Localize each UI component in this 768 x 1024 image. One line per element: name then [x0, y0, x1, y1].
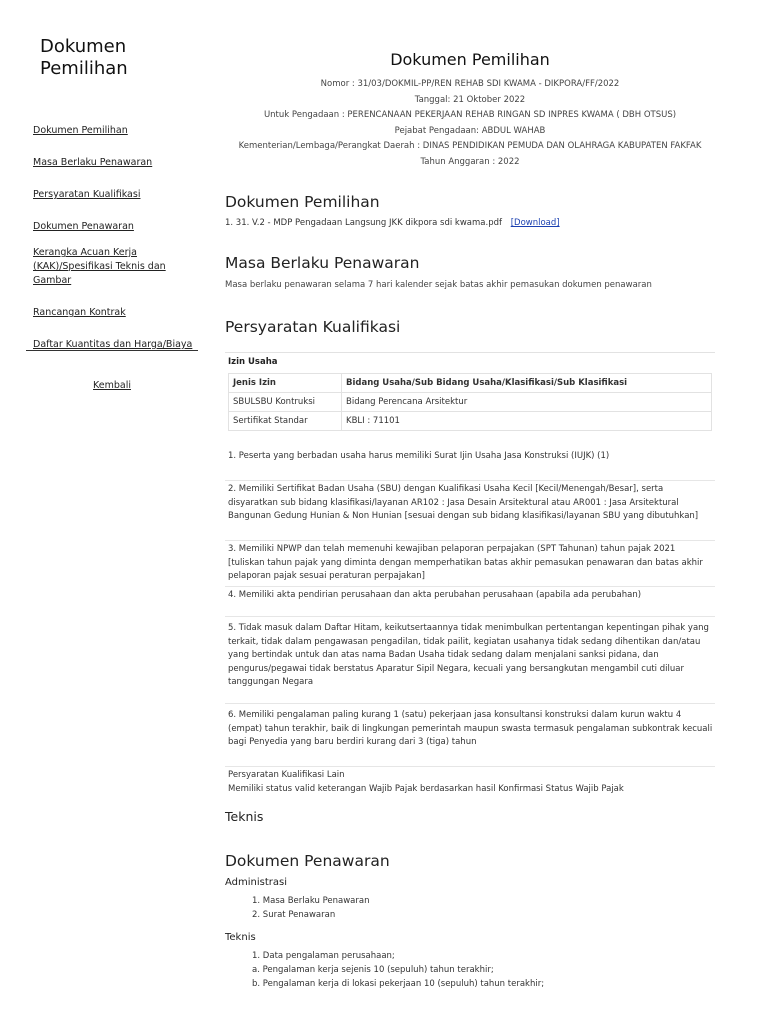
- sidebar-divider: [26, 350, 198, 351]
- list-item: b. Pengalaman kerja di lokasi pekerjaan 10 (sepuluh) tahun terakhir;: [252, 979, 545, 989]
- table-row: [229, 412, 712, 431]
- divider: [225, 480, 715, 481]
- divider: [225, 540, 715, 541]
- kualifikasi-lain-text: Memiliki status valid keterangan Wajib Pajak berdasarkan hasil Konfirmasi Status Wajib Pajak: [228, 784, 624, 794]
- list-item: 1. Data pengalaman perusahaan;: [252, 951, 395, 961]
- administrasi-label: Administrasi: [225, 877, 288, 888]
- divider: [225, 616, 715, 617]
- sidebar-item-dokumen-pemilihan[interactable]: Dokumen Pemilihan: [33, 125, 128, 136]
- requirement-item: 1. Peserta yang berbadan usaha harus memiliki Surat Ijin Usaha Jasa Konstruksi (IUJK) (1): [228, 451, 610, 461]
- requirement-item: 4. Memiliki akta pendirian perusahaan dan akta perubahan perusahaan (apabila ada perubahan): [228, 590, 642, 600]
- sidebar-item-rancangan-kontrak[interactable]: Rancangan Kontrak: [33, 307, 126, 318]
- divider: [225, 703, 715, 704]
- sidebar-item-persyaratan-kualifikasi[interactable]: Persyaratan Kualifikasi: [33, 189, 141, 200]
- sidebar-item-daftar-kuantitas[interactable]: Daftar Kuantitas dan Harga/Biaya: [33, 339, 193, 350]
- pejabat-text: Pejabat Pengadaan: ABDUL WAHAB: [394, 125, 546, 136]
- divider: [225, 766, 715, 767]
- list-item: 2. Surat Penawaran: [252, 910, 336, 920]
- list-item: a. Pengalaman kerja sejenis 10 (sepuluh) tahun terakhir;: [252, 965, 494, 975]
- document-header: [225, 50, 715, 170]
- sidebar-item-kak[interactable]: Kerangka Acuan Kerja (KAK)/Spesifikasi Teknis dan Gambar: [33, 247, 166, 286]
- section-heading-dokumen-penawaran: Dokumen Penawaran: [225, 852, 390, 870]
- table-header-row: [229, 374, 712, 393]
- section-heading-dokumen-pemilihan: Dokumen Pemilihan: [225, 193, 380, 211]
- kementerian-text: Kementerian/Lembaga/Perangkat Daerah : DINAS PENDIDIKAN PEMUDA DAN OLAHRAGA KABUPATEN FAKFAK: [238, 141, 702, 151]
- back-link[interactable]: Kembali: [93, 380, 131, 391]
- table-cell: Bidang Perencana Arsitektur: [342, 393, 712, 412]
- administrasi-list: [252, 894, 369, 922]
- table-cell: KBLI : 71101: [342, 412, 712, 431]
- table-row: [229, 393, 712, 412]
- table-cell: Sertifikat Standar: [229, 412, 342, 431]
- table-cell: SBULSBU Kontruksi: [229, 393, 342, 412]
- sidebar-item-dokumen-penawaran[interactable]: Dokumen Penawaran: [33, 221, 134, 232]
- nomor-text: Nomor : 31/03/DOKMIL-PP/REN REHAB SDI KWAMA - DIKPORA/FF/2022: [320, 79, 620, 89]
- section-heading-kualifikasi: Persyaratan Kualifikasi: [225, 318, 401, 336]
- sidebar-title: Dokumen Pemilihan: [40, 36, 128, 79]
- requirement-item: 6. Memiliki pengalaman paling kurang 1 (satu) pekerjaan jasa konsultansi konstruksi dalam kurun waktu 4 (empat) tahun terakhir, baik di lingkungan pemerintah maupun swasta termasuk pengalaman subkontrak kecuali bagi Penyedia yang baru berdiri kurang dari 3 (tiga) tahun: [228, 710, 713, 747]
- column-header: Bidang Usaha/Sub Bidang Usaha/Klasifikasi/Sub Klasifikasi: [342, 374, 712, 393]
- document-file-name: 1. 31. V.2 - MDP Pengadaan Langsung JKK dikpora sdi kwama.pdf: [225, 218, 502, 228]
- download-link[interactable]: [Download]: [510, 218, 560, 228]
- list-item: 1. Masa Berlaku Penawaran: [252, 896, 370, 906]
- requirement-item: 3. Memiliki NPWP dan telah memenuhi kewajiban pelaporan perpajakan (SPT Tahunan) tahun pajak 2021 [tuliskan tahun pajak yang diminta dengan memperhatikan batas akhir pemasukan penawaran dan batas akhir pelaporan pajak sesuai peraturan perpajakan]: [228, 544, 703, 581]
- izin-usaha-table: [228, 373, 712, 431]
- sidebar-item-masa-berlaku[interactable]: Masa Berlaku Penawaran: [33, 157, 153, 168]
- column-header: Jenis Izin: [229, 374, 342, 393]
- tahun-anggaran-text: Tahun Anggaran : 2022: [420, 156, 520, 167]
- section-heading-masa-berlaku: Masa Berlaku Penawaran: [225, 254, 420, 272]
- teknis-label: Teknis: [225, 932, 256, 943]
- document-file-row: [225, 218, 560, 228]
- tanggal-text: Tanggal: 21 Oktober 2022: [414, 94, 526, 105]
- sidebar-nav: [33, 118, 198, 364]
- pengadaan-text: Untuk Pengadaan : PERENCANAAN PEKERJAAN REHAB RINGAN SD INPRES KWAMA ( DBH OTSUS): [263, 110, 677, 120]
- requirement-item: 5. Tidak masuk dalam Daftar Hitam, keikutsertaannya tidak menimbulkan pertentangan kepentingan pihak yang terkait, tidak dalam pengawasan pengadilan, tidak pailit, kegiatan usahanya tidak sedang dihentikan dan/atau yang bertindak untuk dan atas nama Badan Usaha tidak sedang dalam menjalani sanksi pidana, dan pengurus/pegawai tidak berstatus Aparatur Sipil Negara, kecuali yang bersangkutan mengambil cuti diluar tanggungan Negara: [228, 623, 709, 687]
- teknis-list: [252, 949, 544, 991]
- kualifikasi-lain-label: Persyaratan Kualifikasi Lain: [228, 770, 345, 780]
- masa-berlaku-text: Masa berlaku penawaran selama 7 hari kalender sejak batas akhir pemasukan dokumen penawaran: [225, 280, 652, 290]
- izin-usaha-block: [225, 352, 715, 431]
- teknis-heading: Teknis: [225, 809, 264, 824]
- izin-usaha-label: Izin Usaha: [228, 357, 278, 367]
- page-title: Dokumen Pemilihan: [390, 50, 550, 69]
- requirement-item: 2. Memiliki Sertifikat Badan Usaha (SBU) dengan Kualifikasi Usaha Kecil [Kecil/Menengah/Besar], serta disyaratkan sub bidang klasifikasi/layanan AR102 : Jasa Desain Arsitektural atau AR001 : Jasa Arsitektural Bangunan Gedung Hunian & Non Hunian [sesuai dengan sub bidang klasifikasi/layanan SBU yang dibutuhkan]: [228, 484, 699, 521]
- sidebar: [26, 0, 198, 1024]
- divider: [225, 586, 715, 587]
